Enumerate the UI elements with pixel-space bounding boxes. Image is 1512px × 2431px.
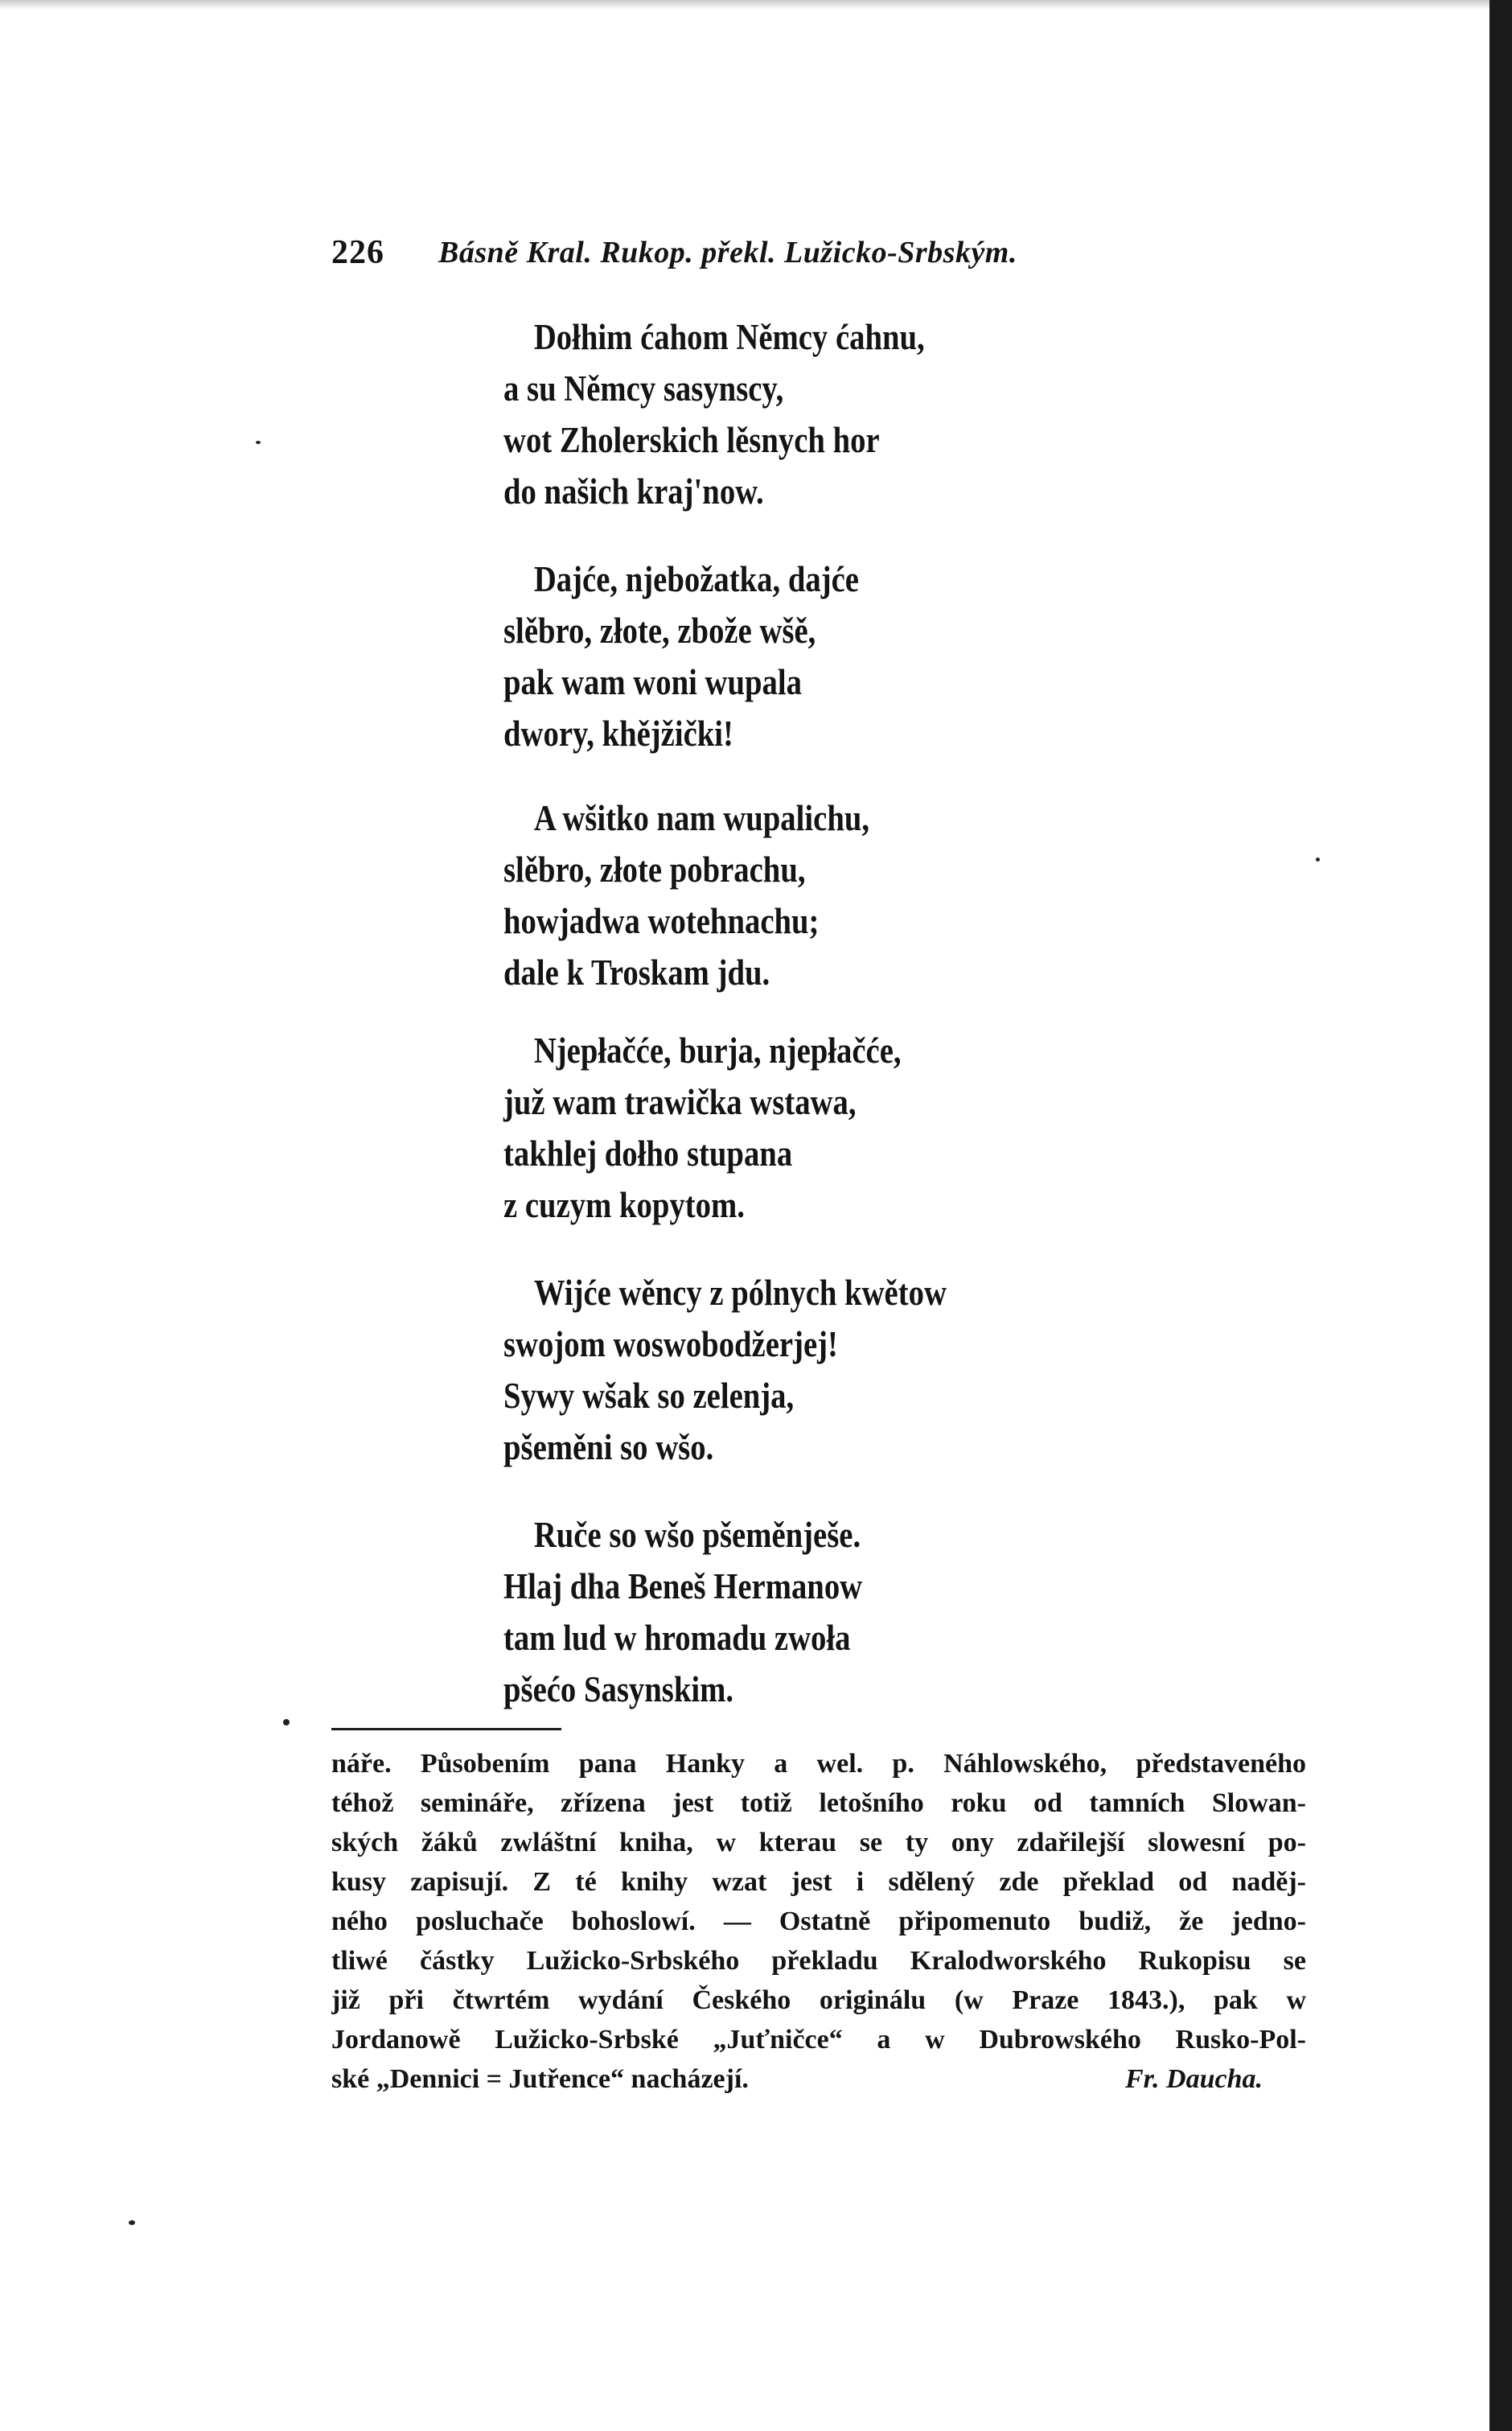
scan-speck (283, 1719, 290, 1726)
poem-line: pšećo Sasynskim. (503, 1669, 734, 1709)
stanza-4 (503, 1025, 1227, 1231)
poem-line: Dołhim ćahom Němcy ćahnu, (533, 317, 925, 357)
poem-line: Njepłačće, burja, njepłačće, (533, 1030, 902, 1071)
footnote (331, 1744, 1306, 2099)
footnote-line: ské „Dennici = Jutřence“ nacházejí. (331, 2064, 749, 2094)
poem-line: slěbro, złote, zbože wšě, (503, 611, 816, 651)
stanza-1 (503, 311, 1227, 517)
poem-line: Dajće, njebožatka, dajće (533, 559, 859, 599)
footnote-line: tliwé částky Lužicko-Srbského překladu Kralodworského Rukopisu se (331, 1946, 1306, 1976)
poem-line: Ruče so wšo pšeměnješe. (533, 1515, 861, 1555)
poem-line: A wšitko nam wupalichu, (533, 798, 870, 838)
page-number: 226 (331, 234, 384, 271)
poem-line: swojom woswobodžerjej! (503, 1324, 838, 1364)
page-header (0, 233, 1512, 282)
poem-line: dwory, khějžički! (503, 714, 733, 754)
poem-line: do našich kraj'now. (503, 471, 764, 512)
footnote-line: již při čtwrtém wydání Českého originálu (w Praze 1843.), pak w (331, 1985, 1306, 2015)
footnote-line: ného posluchače bohoslowí. — Ostatně připomenuto budiž, že jedno- (331, 1907, 1306, 1936)
poem-line: pak wam woni wupala (503, 662, 802, 702)
poem-line: Wijće wěncy z pólnych kwětow (533, 1273, 947, 1313)
poem-line: a su Němcy sasynscy, (503, 368, 784, 409)
footnote-line: Jordanowě Lužicko-Srbské „Juťničce“ a w Dubrowského Rusko-Pol- (331, 2025, 1306, 2055)
poem-line: takhlej dołho stupana (503, 1133, 793, 1174)
footnote-line: náře. Působením pana Hanky a wel. p. Náhlowského, představeného (331, 1749, 1306, 1779)
poem-line: slěbro, złote pobrachu, (503, 849, 806, 890)
poem-line: wot Zholerskich lěsnych hor (503, 420, 880, 460)
stanza-6 (503, 1509, 1227, 1715)
running-title: Básně Kral. Rukop. překl. Lužicko-Srbským. (438, 236, 1017, 269)
stanza-2 (503, 553, 1227, 759)
poem-line: z cuzym kopytom. (503, 1185, 745, 1225)
footnote-line: ských žáků zwláštní kniha, w kterau se ty ony zdařilejší slowesní po- (331, 1828, 1306, 1857)
stanza-3 (503, 792, 1227, 998)
scan-top-edge (0, 0, 1512, 10)
scan-speck (129, 2220, 135, 2225)
poem-line: pšeměni so wšo. (503, 1427, 714, 1467)
scan-speck (1316, 858, 1320, 862)
footnote-last-line (331, 2059, 1306, 2099)
scan-right-edge (1489, 0, 1512, 2431)
poem-line: howjadwa wotehnachu; (503, 901, 820, 941)
footnote-separator (331, 1728, 561, 1730)
stanza-5 (503, 1267, 1227, 1473)
poem-line: dale k Troskam jdu. (503, 952, 770, 993)
poem-line: tam lud w hromadu zwoła (503, 1618, 851, 1658)
footnote-signature: Fr. Daucha. (1125, 2064, 1263, 2094)
poem-line: Sywy wšak so zelenja, (503, 1376, 795, 1416)
poem-line: juž wam trawička wstawa, (503, 1082, 857, 1122)
footnote-line: kusy zapisují. Z té knihy wzat jest i sdělený zde překlad od naděj- (331, 1867, 1306, 1897)
poem-line: Hlaj dha Beneš Hermanow (503, 1566, 863, 1606)
footnote-line: téhož semináře, zřízena jest totiž letošního roku od tamních Slowan- (331, 1788, 1306, 1818)
scan-speck (256, 441, 261, 444)
